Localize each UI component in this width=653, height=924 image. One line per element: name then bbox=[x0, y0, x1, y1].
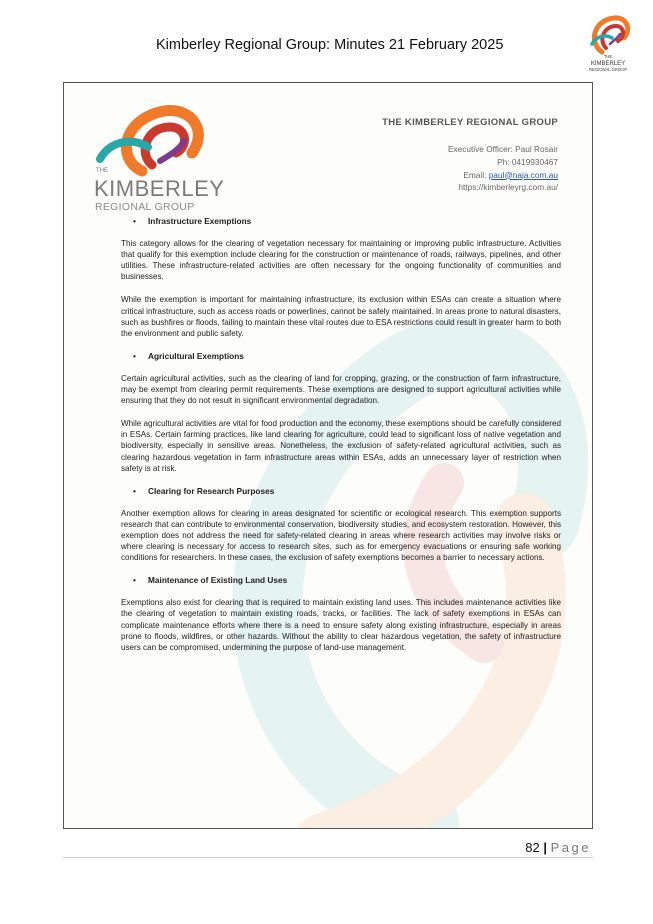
section-heading-agricultural: • Agricultural Exemptions bbox=[133, 350, 244, 361]
email-line bbox=[448, 169, 558, 182]
corner-logo-name: KIMBERLEY bbox=[590, 60, 626, 67]
paragraph: This category allows for the clearing of vegetation necessary for maintaining or improving public infrastructure. Activities that qualify for this exemption include clearing for the construction or maintenance of roads, railways, pipelines, and other utilities. These infrastructure-related activities are often necessary for the ongoing functionality of communities and businesses. bbox=[121, 239, 561, 282]
email-link[interactable]: paul@naja.com.au bbox=[488, 169, 558, 180]
kimberley-corner-logo bbox=[580, 14, 636, 76]
page-header-title: Kimberley Regional Group: Minutes 21 February 2025 bbox=[156, 37, 504, 53]
phone-line: Ph: 0419930467 bbox=[497, 156, 558, 167]
kimberley-swirl-icon bbox=[580, 14, 636, 56]
website-line[interactable]: https://kimberleyrg.com.au/ bbox=[458, 182, 558, 193]
page-word: Page bbox=[550, 840, 591, 855]
section-heading-infrastructure: • Infrastructure Exemptions bbox=[133, 216, 252, 226]
corner-logo-sub: REGIONAL GROUP bbox=[588, 67, 627, 72]
email-label: Email: bbox=[463, 169, 489, 180]
footer-rule bbox=[63, 857, 593, 858]
body-text bbox=[121, 216, 561, 665]
letter-page bbox=[63, 82, 593, 829]
paragraph: Certain agricultural activities, such as the clearing of land for cropping, grazing, or the construction of farm infrastructure, may be exempt from clearing permit requirements. These exemptions are designed to support agricultural activities while ensuring that they do not result in significant environmental degradation. bbox=[121, 373, 561, 406]
paragraph: While agricultural activities are vital for food production and the economy, these exemptions should be carefully considered in ESAs. Certain farming practices, like land clearing for agriculture, could lead to significant loss of native vegetation and biodiversity, especially in sensitive areas. Nonetheless, the exclusion of safety-related agricultural activities, such as clearing hazardous vegetation in farm infrastructure areas within ESAs, adds an unnecessary layer of restriction when safety is at risk. bbox=[121, 419, 561, 473]
paragraph: Another exemption allows for clearing in areas designated for scientific or ecological research. This exemption supports research that can contribute to environmental conservation, biodiversity studies, and ecosystem restoration. However, this exemption does not address the need for safety-related clearing in areas where research activities may involve risks or where clearing is necessary for access to research sites, such as for emergency evacuations or ensuring safe working conditions for researchers. In these cases, the exclusion of safety exemptions becomes a barrier to necessary actions. bbox=[121, 508, 561, 563]
brand-the: THE bbox=[96, 168, 108, 174]
paragraph: Exemptions also exist for clearing that is required to maintain existing land uses. This includes maintenance activities like the clearing of vegetation to maintain existing roads, tracks, or facilities. The lack of safety exemptions in ESAs can complicate maintenance efforts where there is a need to ensure safety along existing infrastructure, especially in areas prone to floods, wildfires, or other hazards. Without the ability to clear hazardous vegetation, the safety of infrastructure users can be compromised, undermining the purpose of land-use management. bbox=[121, 598, 561, 652]
officer-line: Executive Officer: Paul Rosair bbox=[447, 144, 558, 154]
bullet-icon: • bbox=[133, 216, 136, 226]
bullet-icon: • bbox=[133, 350, 136, 361]
page-number-value: 82 bbox=[525, 840, 540, 855]
page-number-separator: | bbox=[543, 840, 547, 855]
paragraph: While the exemption is important for maintaining infrastructure, its exclusion within ESAs can create a situation where critical infrastructure, such as access roads or powerlines, cannot be safely maintained. In areas prone to natural disasters, such as bushfires or floods, failing to maintain these vital routes due to ESA restrictions could result in greater harm to both the environment and public safety. bbox=[121, 295, 561, 338]
corner-logo-the: THE bbox=[603, 54, 613, 59]
contact-block bbox=[448, 143, 558, 194]
page-number bbox=[525, 840, 591, 855]
brand-name: KIMBERLEY bbox=[94, 176, 225, 201]
bullet-icon: • bbox=[133, 485, 136, 496]
section-heading-research: • Clearing for Research Purposes bbox=[133, 485, 275, 496]
bullet-icon: • bbox=[133, 575, 136, 586]
org-name: THE KIMBERLEY REGIONAL GROUP bbox=[382, 117, 558, 128]
section-heading-maintenance: • Maintenance of Existing Land Uses bbox=[133, 575, 288, 586]
brand-sub: REGIONAL GROUP bbox=[95, 201, 195, 213]
